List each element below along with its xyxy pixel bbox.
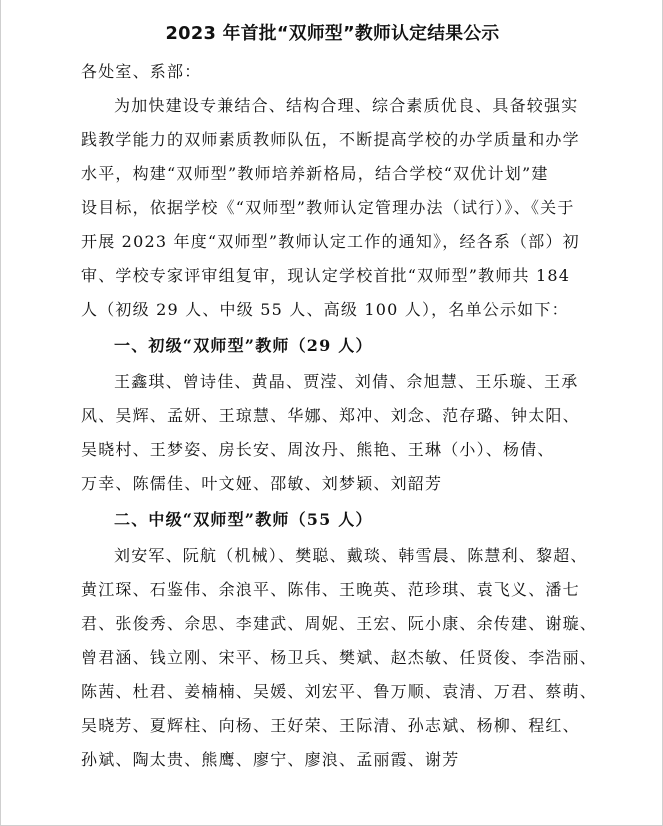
paragraph-line: 开展 2023 年度“双师型”教师认定工作的通知》，经各系（部）初 bbox=[81, 232, 580, 251]
paragraph-line: 为加快建设专兼结合、结构合理、综合素质优良、具备较强实 bbox=[114, 96, 579, 115]
name-list-line: 陈茜、杜君、姜楠楠、吴媛、刘宏平、鲁万顺、袁清、万君、蔡萌、 bbox=[81, 682, 598, 701]
name-list-line: 王鑫琪、曾诗佳、黄晶、贾滢、刘倩、佘旭慧、王乐璇、王承 bbox=[114, 372, 579, 391]
name-list-line: 刘安军、阮航（机械）、樊聪、戴琰、韩雪晨、陈慧利、黎超、 bbox=[114, 546, 588, 565]
paragraph-line: 水平，构建“双师型”教师培养新格局，结合学校“双优计划”建 bbox=[81, 164, 549, 183]
name-list-line: 吴晓村、王梦姿、房长安、周汝丹、熊艳、王琳（小）、杨倩、 bbox=[81, 440, 555, 459]
name-list-line: 曾君涵、钱立刚、宋平、杨卫兵、樊斌、赵杰敏、任贤俊、李浩丽、 bbox=[81, 648, 598, 667]
name-list-line: 吴晓芳、夏辉柱、向杨、王好荣、王际清、孙志斌、杨柳、程红、 bbox=[81, 716, 580, 735]
document-title: 2023 年首批“双师型”教师认定结果公示 bbox=[165, 23, 500, 44]
name-list-line: 孙斌、陶太贵、熊鹰、廖宁、廖浪、孟丽霞、谢芳 bbox=[81, 750, 460, 769]
paragraph-line: 践教学能力的双师素质教师队伍，不断提高学校的办学质量和办学 bbox=[81, 130, 580, 149]
name-list-line: 风、吴辉、孟妍、王琼慧、华娜、郑冲、刘念、范存璐、钟太阳、 bbox=[81, 406, 580, 425]
section-heading-junior: 一、初级“双师型”教师（29 人） bbox=[114, 336, 373, 355]
name-list-line: 君、张俊秀、佘思、李建武、周妮、王宏、阮小康、余传建、谢璇、 bbox=[81, 614, 598, 633]
name-list-line: 万幸、陈儒佳、叶文娅、邵敏、刘梦颖、刘韶芳 bbox=[81, 474, 443, 493]
paragraph-line: 审、学校专家评审组复审，现认定学校首批“双师型”教师共 184 bbox=[81, 266, 571, 285]
section-heading-intermediate: 二、中级“双师型”教师（55 人） bbox=[114, 510, 373, 529]
salutation: 各处室、系部： bbox=[81, 62, 202, 81]
name-list-line: 黄江琛、石鉴伟、余浪平、陈伟、王晚英、范珍琪、袁飞义、潘七 bbox=[81, 580, 580, 599]
paragraph-line: 人（初级 29 人、中级 55 人、高级 100 人），名单公示如下： bbox=[81, 300, 569, 319]
paragraph-line: 设目标，依据学校《“双师型”教师认定管理办法（试行）》、《关于 bbox=[81, 198, 575, 217]
